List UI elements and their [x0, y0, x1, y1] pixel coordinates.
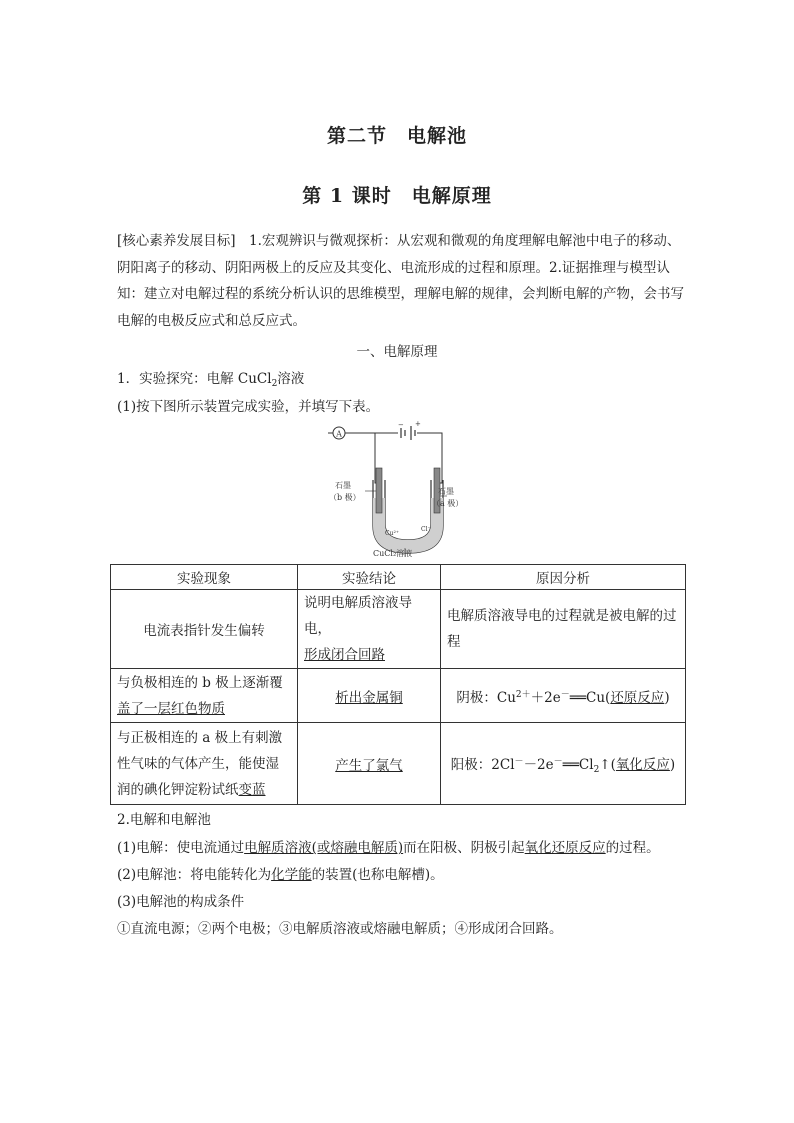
cathode-text: 阴极：Cu: [456, 689, 516, 706]
goals-text: 1.宏观辨识与微观探析：从宏观和微观的角度理解电解池中电子的移动、阴阳离子的移动、阴阳两极上的反应及其变化、电流形成的过程和原理。2.证据推理与模型认知：建立对电解过程的系统分析认识的思维模型，理解电解的规律，会判断电解的产物，会书写电解的电极反应式和总反应式。: [117, 233, 684, 329]
item-2-1-c: 而在阳极、阴极引起: [403, 840, 525, 856]
conclusion-answer: 形成闭合回路: [304, 647, 385, 663]
item-1: [117, 367, 304, 389]
cell-conclusion: [298, 590, 441, 669]
header-conclusion: 实验结论: [298, 565, 441, 590]
phenomenon-answer: 变蓝: [238, 781, 266, 798]
anode-sup2: －: [553, 756, 563, 767]
table-header-row: [111, 565, 686, 590]
item-1-text: 1．实验探究：电解 CuCl: [117, 371, 272, 387]
right-electrode-label: 石墨: [438, 487, 454, 496]
item-2-1-a: (1)电解：使电流通过: [117, 840, 245, 856]
goals-label: [核心素养发展目标]: [117, 233, 236, 249]
cell-phenomenon: [111, 723, 298, 805]
cathode-sup: 2＋: [515, 689, 531, 700]
item-2: 2.电解和电解池: [117, 812, 211, 828]
anode-electrons: －2e: [523, 756, 554, 773]
table-row: [111, 590, 686, 669]
anode-reaction-type: 氧化反应: [615, 756, 670, 773]
cathode-reaction-type: 还原反应: [610, 689, 665, 706]
item-2-2-answer: 化学能: [271, 867, 312, 883]
conclusion-text: 说明电解质溶液导电，: [304, 595, 412, 637]
item-1-1: (1)按下图所示装置完成实验，并填写下表。: [117, 399, 380, 415]
phenomenon-text: 与正极相连的 a 极上有刺激性气味的气体产生，能使湿润的碘化钾淀粉试纸: [117, 729, 283, 798]
cell-phenomenon: [111, 669, 298, 723]
copper-ion-label: Cu²⁺: [385, 530, 400, 537]
anode-sup: －: [514, 756, 524, 767]
core-goals-paragraph: [117, 228, 687, 334]
left-electrode-label: 石墨: [335, 481, 351, 490]
chloride-ion-label: Cl⁻: [421, 526, 431, 533]
cathode-sup2: －: [560, 689, 570, 700]
conclusion-answer: 产生了氯气: [335, 757, 403, 774]
battery-minus: −: [398, 421, 404, 429]
lesson-title: 第 1 课时 电解原理: [302, 185, 492, 207]
anode-product: ══Cl: [562, 756, 594, 773]
item-1-subscript: 2: [271, 379, 278, 389]
item-2-2: [117, 863, 444, 883]
cell-analysis: [441, 723, 686, 805]
item-2-1-answer-2: 氧化还原反应: [524, 840, 606, 856]
cell-analysis: 电解质溶液导电的过程就是被电解的过程: [441, 590, 686, 669]
item-2-1: [117, 836, 660, 856]
item-2-1-answer-1: 电解质溶液(或熔融电解质): [244, 840, 404, 856]
table-row: [111, 723, 686, 805]
anode-gas: ↑(: [599, 756, 616, 773]
cathode-electrons: ＋2e: [530, 689, 561, 706]
section-title: 第二节 电解池: [326, 125, 467, 147]
anode-sub: 2: [593, 764, 600, 775]
phenomenon-text: 与负极相连的 b 极上逐渐覆: [117, 674, 283, 691]
battery-plus: +: [415, 420, 421, 428]
header-phenomenon: 实验现象: [111, 565, 298, 590]
right-electrode-sub: （a 极）: [432, 499, 464, 508]
experiment-table: [110, 564, 686, 805]
solution-label: CuCl₂溶液: [373, 549, 413, 558]
cell-conclusion: [298, 723, 441, 805]
conclusion-answer: 析出金属铜: [335, 689, 403, 706]
item-2-2-c: 的装置(也称电解槽)。: [311, 867, 444, 883]
left-electrode-sub: （b 极）: [329, 493, 361, 502]
anode-text: 阳极：2Cl: [450, 756, 515, 773]
anode-close: ): [669, 756, 676, 773]
table-row: [111, 669, 686, 723]
item-2-3: (3)电解池的构成条件: [117, 894, 245, 910]
cell-conclusion: [298, 669, 441, 723]
cathode-close: ): [664, 689, 670, 706]
electrolysis-apparatus-diagram: [325, 418, 465, 560]
phenomenon-answer: 盖了一层红色物质: [117, 700, 225, 717]
heading-electrolysis-principle: 一、电解原理: [356, 344, 438, 360]
header-analysis: 原因分析: [441, 565, 686, 590]
cathode-product: ══Cu(: [569, 689, 611, 706]
item-2-2-a: (2)电解池：将电能转化为: [117, 867, 272, 883]
item-2-1-e: 的过程。: [605, 840, 660, 856]
ammeter-label: A: [336, 429, 342, 439]
cell-analysis: [441, 669, 686, 723]
cell-phenomenon: 电流表指针发生偏转: [111, 590, 298, 669]
electrode-b: [376, 468, 382, 513]
item-1-suffix: 溶液: [277, 371, 305, 387]
item-2-4: ①直流电源；②两个电极；③电解质溶液或熔融电解质；④形成闭合回路。: [117, 921, 563, 937]
